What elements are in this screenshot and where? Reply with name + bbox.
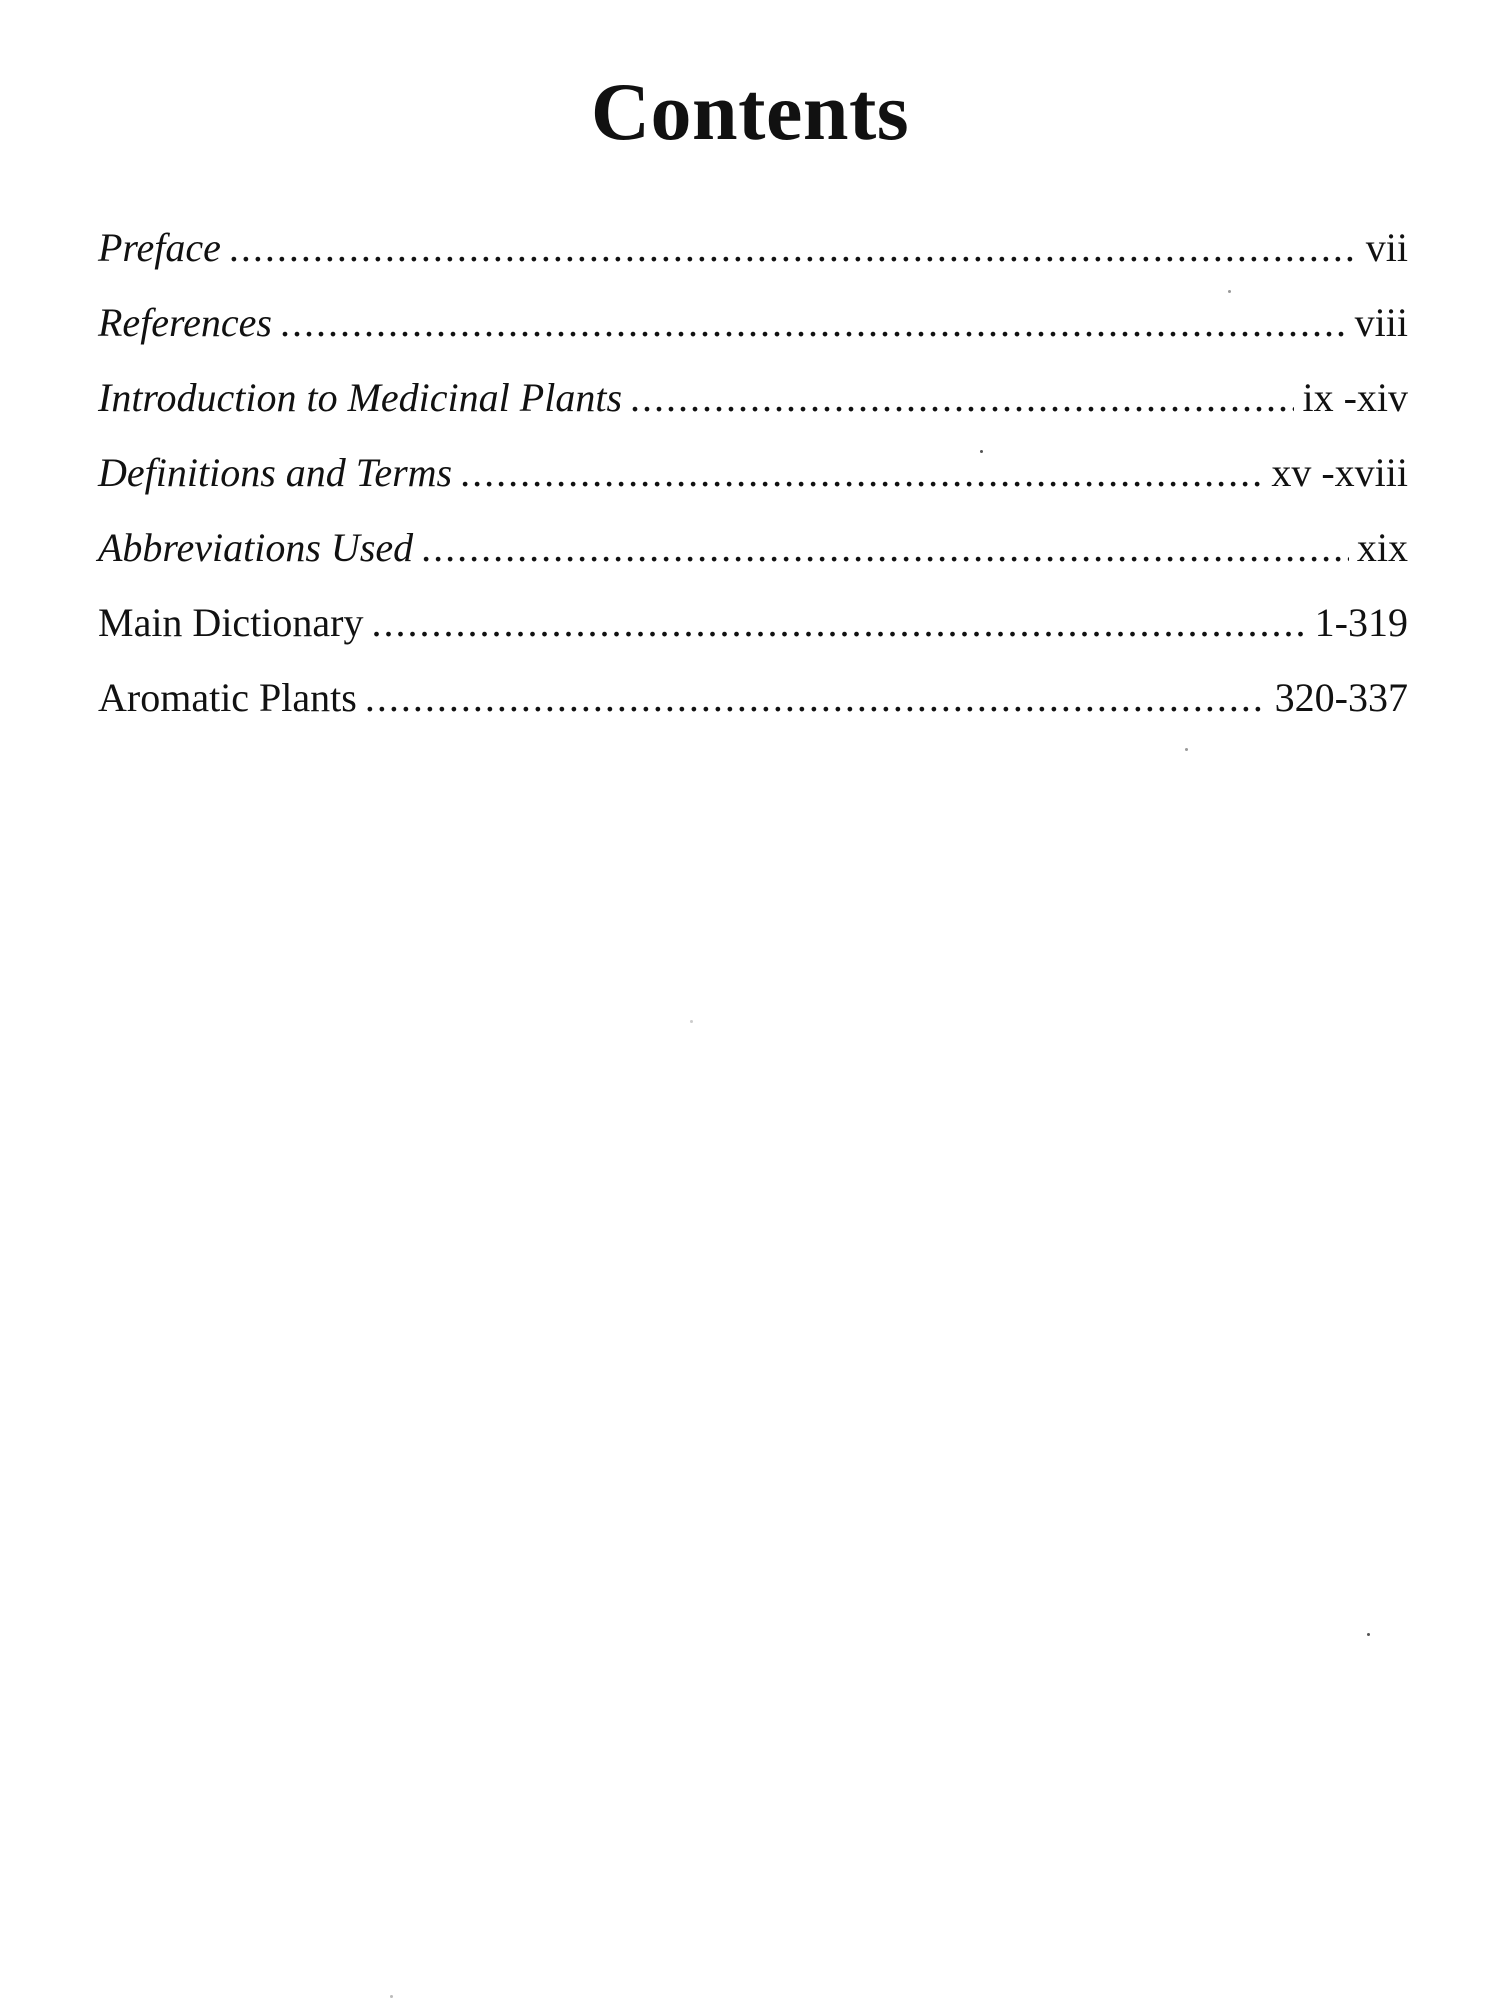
toc-entry-title: Preface: [98, 225, 221, 270]
scan-speck: [1367, 1633, 1370, 1636]
page-title: Contents: [590, 66, 910, 157]
dot-leader: [365, 668, 1267, 728]
toc-entry-introduction: [98, 368, 1408, 443]
toc-entry-page: viii: [1354, 300, 1408, 345]
dot-leader: [229, 218, 1358, 278]
toc-entry-page: xix: [1356, 525, 1408, 570]
dot-leader: [630, 368, 1294, 428]
toc-entry-title: Aromatic Plants: [98, 675, 357, 720]
toc-entry-title: Main Dictionary: [98, 600, 364, 645]
dot-leader: [372, 593, 1307, 653]
toc-entry-page: xv -xviii: [1271, 450, 1408, 495]
toc-entry-preface: [98, 218, 1408, 293]
scan-speck: [1185, 748, 1188, 751]
toc-entry-page: 320-337: [1274, 675, 1408, 720]
dot-leader: [280, 293, 1347, 353]
toc-entry-definitions: [98, 443, 1408, 518]
toc-entry-page: vii: [1365, 225, 1408, 270]
dot-leader: [460, 443, 1263, 503]
toc-entry-abbreviations: [98, 518, 1408, 593]
toc-entry-page: ix -xiv: [1302, 375, 1408, 420]
toc-entry-main-dictionary: [98, 593, 1408, 668]
toc-entry-title: Definitions and Terms: [98, 450, 453, 495]
dot-leader: [421, 518, 1349, 578]
toc-entry-references: [98, 293, 1408, 368]
toc-entry-page: 1-319: [1314, 600, 1408, 645]
toc-entry-title: Abbreviations Used: [98, 525, 414, 570]
scan-speck: [690, 1020, 693, 1023]
toc-entry-title: Introduction to Medicinal Plants: [98, 375, 623, 420]
scan-speck: [980, 450, 983, 453]
table-of-contents: [98, 218, 1408, 743]
toc-entry-title: References: [98, 300, 272, 345]
toc-entry-aromatic-plants: [98, 668, 1408, 743]
scan-speck: [1228, 290, 1231, 293]
scan-speck: [390, 1995, 393, 1998]
